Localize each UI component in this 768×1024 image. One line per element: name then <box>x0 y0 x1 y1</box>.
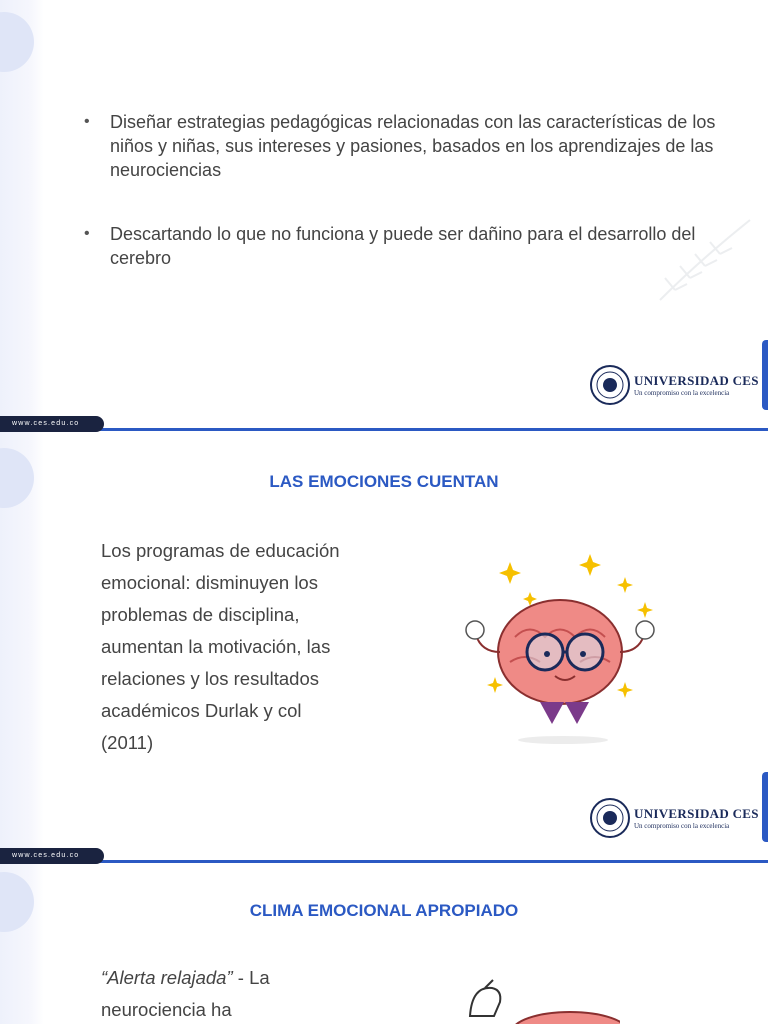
bullet-list <box>84 110 734 310</box>
slide-body-text <box>101 962 351 1024</box>
seal-icon <box>590 365 630 405</box>
university-logo <box>590 798 759 838</box>
brain-pointing-image <box>460 976 620 1024</box>
body-italic-quote: “Alerta relajada” <box>101 967 233 988</box>
logo-tagline: Un compromiso con la excelencia <box>634 389 730 397</box>
right-accent-bar <box>762 340 768 410</box>
slide-1 <box>0 0 768 432</box>
university-logo <box>590 365 759 405</box>
seal-icon <box>590 798 630 838</box>
footer-line <box>0 860 768 863</box>
bullet-item: • Diseñar estrategias pedagógicas relacionadas con las características de los niños y niñas, sus intereses y pasiones, basados en los aprendizajes de las neurociencias <box>84 110 734 182</box>
logo-tagline: Un compromiso con la excelencia <box>634 822 730 830</box>
logo-name: UNIVERSIDAD CES <box>634 373 759 388</box>
slide-2 <box>0 432 768 864</box>
slide-3 <box>0 864 768 1024</box>
footer-url[interactable]: www.ces.edu.co <box>0 416 104 432</box>
right-accent-bar <box>762 772 768 842</box>
slide-title: LAS EMOCIONES CUENTAN <box>269 472 499 491</box>
brain-cartoon-image <box>455 542 675 752</box>
body-rest: - La neurociencia ha <box>101 967 270 1020</box>
bullet-item: • Descartando lo que no funciona y puede ser dañino para el desarrollo del cerebro <box>84 222 734 270</box>
slide-body-text: Los programas de educación emocional: disminuyen los problemas de disciplina, aumentan la motivación, las relaciones y los resultados académicos Durlak y col (2011) <box>101 540 340 753</box>
slide-title: CLIMA EMOCIONAL APROPIADO <box>249 901 519 920</box>
logo-name: UNIVERSIDAD CES <box>634 806 759 821</box>
footer-line <box>0 428 768 431</box>
footer-url[interactable]: www.ces.edu.co <box>0 848 104 864</box>
